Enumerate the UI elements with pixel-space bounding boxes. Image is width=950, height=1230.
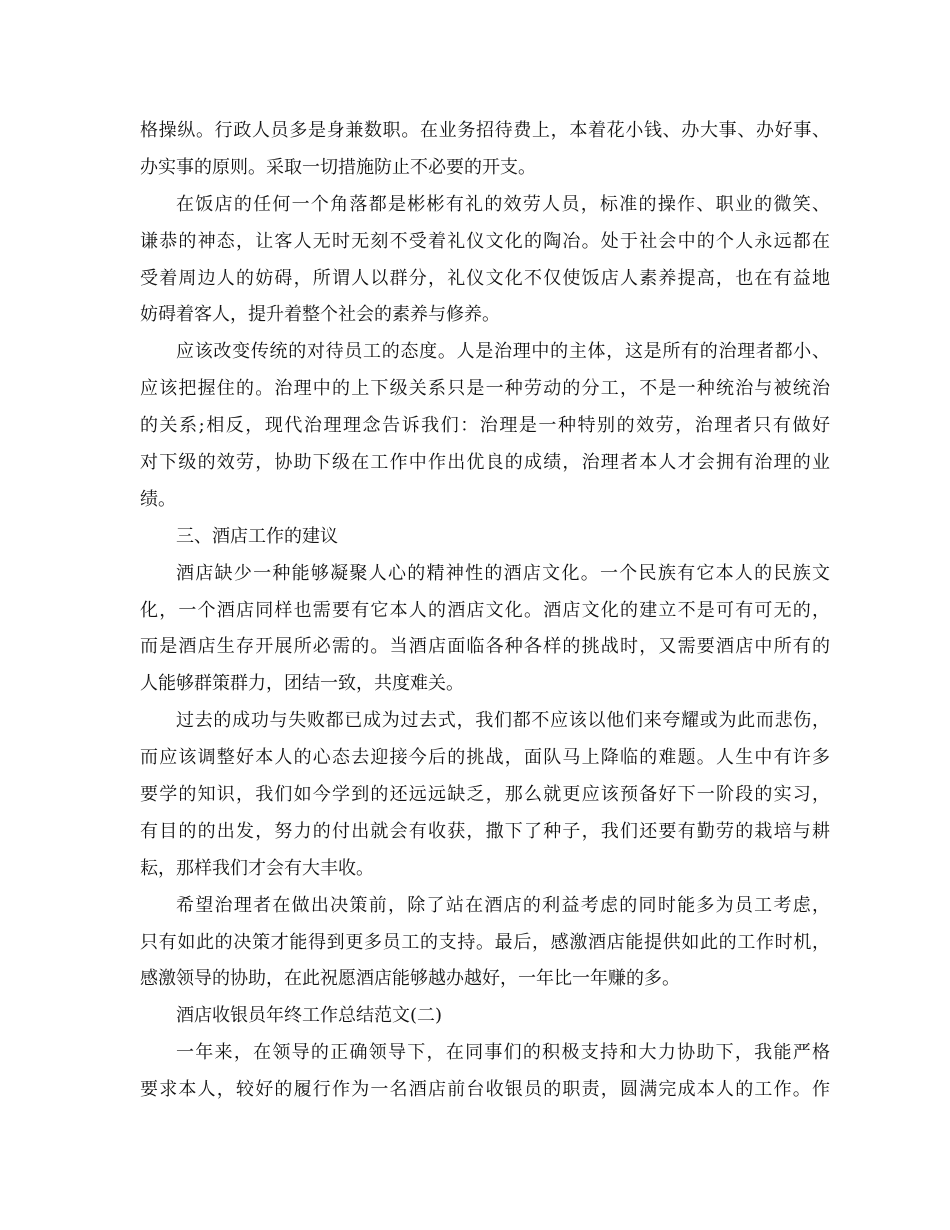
paragraph: [140, 888, 830, 999]
paragraph-line: 而是酒店生存开展所必需的。当酒店面临各种各样的挑战时，又需要酒店中所有的: [140, 636, 830, 658]
paragraph-line: 办实事的原则。采取一切措施防止不必要的开支。: [140, 156, 536, 178]
paragraph-line: 只有如此的决策才能得到更多员工的支持。最后，感激酒店能提供如此的工作时机，: [140, 931, 830, 953]
paragraph-line: 有目的的出发，努力的付出就会有收获，撒下了种子，我们还要有勤劳的栽培与耕: [140, 820, 830, 842]
paragraph-line: 过去的成功与失败都已成为过去式，我们都不应该以他们来夸耀或为此而悲伤，: [176, 710, 830, 732]
paragraph-line: 绩。: [140, 488, 176, 510]
paragraph: [140, 556, 830, 704]
paragraph-line: 要学的知识，我们如今学到的还远远缺乏，那么就更应该预备好下一阶段的实习，: [140, 784, 830, 806]
paragraph-line: 酒店收银员年终工作总结范文(二): [176, 1005, 443, 1027]
paragraph-line: 应该改变传统的对待员工的态度。人是治理中的主体，这是所有的治理者都小、: [176, 341, 830, 363]
paragraph-line: 要求本人，较好的履行作为一名酒店前台收银员的职责，圆满完成本人的工作。作: [140, 1079, 830, 1101]
paragraph: [140, 113, 830, 187]
paragraph-line: 感激领导的协助，在此祝愿酒店能够越办越好，一年比一年赚的多。: [140, 968, 680, 990]
paragraph-line: 三、酒店工作的建议: [176, 525, 338, 547]
document-body: [140, 113, 830, 1109]
paragraph: [140, 187, 830, 335]
paragraph-line: 妨碍着客人，提升着整个社会的素养与修养。: [140, 304, 500, 326]
paragraph-line: 化，一个酒店同样也需要有它本人的酒店文化。酒店文化的建立不是可有可无的，: [140, 599, 830, 621]
paragraph: [140, 334, 830, 518]
paragraph: [140, 519, 830, 556]
paragraph-line: 人能够群策群力，团结一致，共度难关。: [140, 673, 464, 695]
paragraph-line: 的关系;相反，现代治理理念告诉我们：治理是一种特别的效劳，治理者只有做好: [140, 415, 830, 437]
paragraph-line: 在饭店的任何一个角落都是彬彬有礼的效劳人员，标准的操作、职业的微笑、: [176, 193, 830, 215]
paragraph: [140, 998, 830, 1035]
paragraph-line: 耘，那样我们才会有大丰收。: [140, 857, 374, 879]
paragraph-line: 一年来，在领导的正确领导下，在同事们的积极支持和大力协助下，我能严格: [176, 1042, 830, 1064]
paragraph: [140, 1035, 830, 1109]
paragraph-line: 应该把握住的。治理中的上下级关系只是一种劳动的分工，不是一种统治与被统治: [140, 378, 830, 400]
paragraph-line: 希望治理者在做出决策前，除了站在酒店的利益考虑的同时能多为员工考虑，: [176, 894, 830, 916]
paragraph-line: 而应该调整好本人的心态去迎接今后的挑战，面队马上降临的难题。人生中有许多: [140, 747, 830, 769]
paragraph-line: 格操纵。行政人员多是身兼数职。在业务招待费上，本着花小钱、办大事、办好事、: [140, 120, 830, 141]
paragraph-line: 对下级的效劳，协助下级在工作中作出优良的成绩，治理者本人才会拥有治理的业: [140, 452, 830, 474]
paragraph-line: 受着周边人的妨碍，所谓人以群分，礼仪文化不仅使饭店人素养提高，也在有益地: [140, 267, 830, 289]
paragraph: [140, 703, 830, 887]
paragraph-line: 谦恭的神态，让客人无时无刻不受着礼仪文化的陶冶。处于社会中的个人永远都在: [140, 230, 830, 252]
paragraph-line: 酒店缺少一种能够凝聚人心的精神性的酒店文化。一个民族有它本人的民族文: [176, 562, 830, 584]
